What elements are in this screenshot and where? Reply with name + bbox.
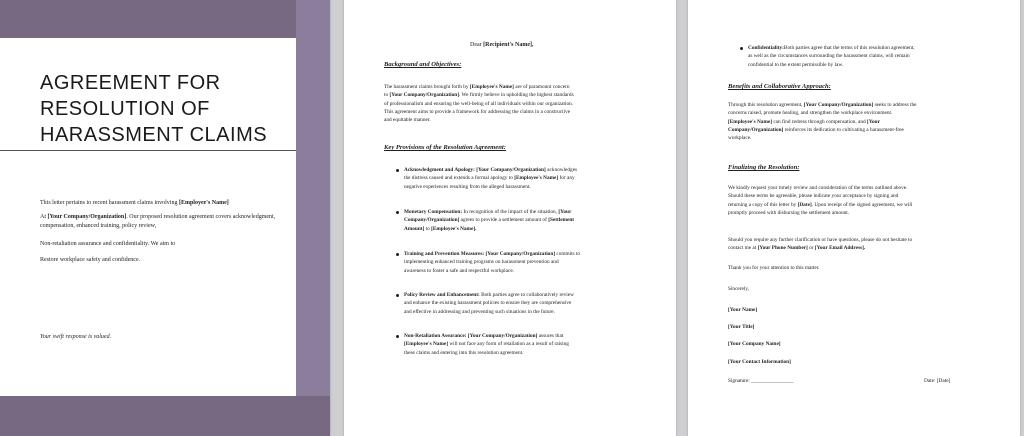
text-span: [Employee's Name] [178,200,229,206]
bullet-icon [396,253,399,256]
text-span: the distress caused and extends a formal apology to [404,175,513,182]
text-span: acknowledges [547,167,578,173]
heading-finalizing: Finalizing the Resolution: [728,164,800,171]
text-span: contact me at [728,245,757,252]
text-span: as well as the circumstances surrounding the harassment claims, will remain [748,53,910,60]
text-span: workplace. [728,135,752,142]
text-span: Amount] [404,225,425,232]
text-span: [Your Email Address]. [814,245,866,252]
text-span: [Employee's Name] [728,118,772,125]
provision-confidentiality [748,44,1010,69]
date-field: Date: [Date] [924,378,951,384]
letter-page-2 [688,0,1020,436]
text-span: This letter pertains to recent harassment claims involving [40,200,178,206]
cover-side-band [296,0,330,436]
text-span: Company/Organization] [728,126,784,133]
letter-page-1 [344,0,676,436]
text-span: [Your Phone Number] [757,245,808,252]
text-span: [Employee's Name] [404,341,448,348]
text-span: Confidentiality: [748,45,784,51]
text-span: are of paramount concern [515,84,570,90]
text-span: [Your Company/Organization] [803,102,874,108]
heading-benefits: Benefits and Collaborative Approach: [728,83,831,90]
text-span: [Your Company/Organization] [389,92,459,99]
text-span: Should you require any further clarification or have questions, please do not hesitate to [728,237,913,243]
text-span: to [425,225,430,232]
text-span: [Your Company/Organization] [485,251,556,257]
cover-divider [0,150,296,151]
cover-closing: Your swift response is valued. [40,334,112,340]
sincerely-line: Sincerely, [728,286,749,292]
background-paragraph [384,83,664,124]
signature-title: [Your Title] [728,324,755,330]
provision-compensation [404,208,666,233]
text-span: these claims and entering into this resolution agreement. [404,349,524,356]
text-span: [Employee's Name] [514,175,559,182]
cover-intro [40,199,290,208]
bullet-icon [396,169,399,172]
text-span: Dear [470,42,482,48]
bullet-icon [396,211,399,214]
text-span: of professionalism and ensuring the well-being of all individuals within our organization. [384,100,574,107]
bullet-icon [396,335,399,338]
text-span: [Your [558,209,572,215]
bullet-icon [396,294,399,297]
text-span: [Your Company/Organization] [476,167,546,173]
text-span: This agreement aims to provide a framework for addressing the claims in a constructive [384,108,571,115]
cover-title-line: AGREEMENT FOR [40,72,221,94]
heading-key-provisions: Key Provisions of the Resolution Agreement: [384,144,506,151]
text-span: [Settlement [548,217,575,224]
text-span: implementing enhanced training programs on harassment prevention and [404,259,559,266]
text-span: agrees to provide a settlement amount of [460,217,547,224]
text-span: We kindly request your timely review and consideration of the terms outlined above. [728,185,908,191]
text-span: awareness to foster a safe and respectful workplace. [404,267,515,274]
text-span: Company/Organization] [404,217,460,224]
text-span: can find redress through compensation, and [773,118,866,125]
benefits-paragraph [728,101,1010,142]
finalizing-paragraph [728,184,1010,217]
text-span: . Upon receipt of the signed agreement, we will [811,201,913,208]
text-span: [Your Company/Organization] [47,214,127,220]
text-span: Through this resolution agreement, [728,102,803,108]
text-span: At [40,214,46,220]
text-span: Both parties agree to collaboratively review [481,292,574,298]
text-span: returning a copy of this letter by [728,201,797,208]
signature-name: [Your Name] [728,307,758,313]
text-span: confidential to the extent permissible by law. [748,61,844,68]
cover-title-line: HARASSMENT CLAIMS [40,124,268,146]
text-span: [Employee's Name] [469,84,514,90]
text-span: and equitable manner. [384,117,431,124]
cover-at-paragraph [40,213,290,230]
text-span: seeks to address the [874,102,917,108]
text-span: [Recipient's Name], [483,42,534,48]
text-span: Monetary Compensation: [404,209,463,215]
text-span: Training and Prevention Measures: [404,251,485,257]
provision-training [404,250,666,275]
signature-field: Signature: ________________ [728,378,794,384]
text-span: Should these terms be agreeable, please indicate your acceptance by signing and [728,193,899,200]
text-span: or [809,245,814,252]
text-span: Non-Retaliation Assurance: [404,333,467,339]
thanks-line: Thank you for your attention to this matter. [728,265,820,271]
text-span: . Our proposed resolution agreement covers acknowledgment, compensation, enhanced training, policy review, [40,214,276,229]
provision-non-retaliation [404,332,666,357]
cover-title [40,70,290,148]
text-span: negative experiences resulting from the alleged harassment. [404,183,531,190]
text-span: Both parties agree that the terms of this resolution agreement, [783,45,915,51]
cover-top-band [0,0,330,38]
heading-background: Background and Objectives: [384,61,462,68]
text-span: assures that [538,333,564,339]
text-span: to [384,92,389,99]
text-span: . We firmly believe in upholding the highest standards [458,92,574,99]
greeting [470,41,534,49]
cover-page [0,0,330,436]
bullet-icon [740,47,743,50]
text-span: [Employee's Name]. [431,225,477,232]
signature-company: [Your Company Name] [728,341,781,347]
text-span: and enhance the existing harassment policies to ensure they are comprehensive [404,300,572,307]
text-span: commits to [556,251,581,257]
text-span: reinforces its dedication to cultivating a harassment-free [784,126,904,133]
text-span: Policy Review and Enhancement: [404,292,480,298]
text-span: The harassment claims brought forth by [384,84,469,90]
cover-line: Restore workplace safety and confidence. [40,257,141,263]
provision-policy-review [404,291,666,316]
signature-contact: [Your Contact Information] [728,359,791,365]
text-span: [Your Company/Organization] [467,333,538,339]
provision-apology [404,166,666,191]
cover-title-line: RESOLUTION OF [40,98,210,120]
text-span: Acknowledgment and Apology: [404,167,475,173]
cover-bottom-band [0,396,330,436]
text-span: [Your [867,118,880,125]
text-span: will not face any form of retaliation as a result of raising [449,341,569,348]
text-span: [Date] [797,201,812,208]
text-span: and effective in addressing and preventing such situations in the future. [404,308,555,315]
text-span: promptly proceed with disbursing the settlement amount. [728,209,850,216]
text-span: concerns raised, promote healing, and strengthen the workplace environment. [728,110,893,117]
text-span: for any [559,175,575,182]
text-span: In recognition of the impact of the situation, [463,209,558,215]
questions-paragraph [728,236,1010,253]
cover-line: Non-retaliation assurance and confidentiality. We aim to [40,241,176,247]
